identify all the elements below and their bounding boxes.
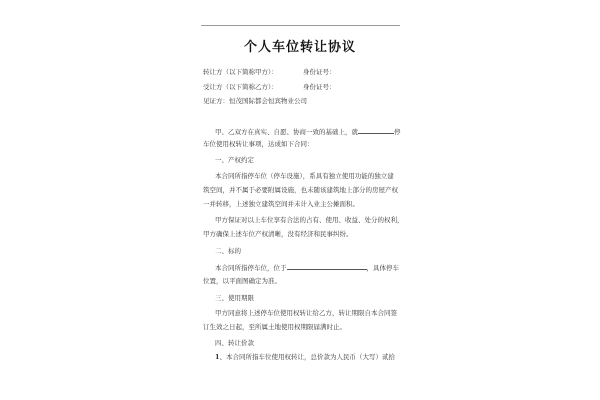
paragraph-line: 订生效之日起，至所属土地使用权期限届满时止。	[203, 323, 346, 331]
blank-field	[358, 127, 394, 134]
section-heading-term: 三、使用期限	[215, 294, 254, 302]
section-heading-ownership: 一、产权约定	[215, 156, 254, 164]
transferor-label: 转让方（以下简称甲方）：	[203, 68, 278, 76]
section-heading-subject: 二、标的	[215, 247, 241, 255]
preamble-text-end: 停	[394, 128, 401, 136]
item-text: 、本合同所指车位使用权转让，总价款为人民币（大写）贰拾	[219, 353, 396, 361]
item-number: 1	[215, 353, 220, 361]
witness-label: 见证方：恒茂国际都会恒宾物业公司	[203, 97, 307, 105]
transferee-label: 受让方（以下简称乙方）：	[203, 83, 278, 91]
price-item-1	[215, 353, 395, 361]
paragraph-line: 甲方同意将上述停车位使用权转让给乙方，转让期限自本合同签	[215, 309, 397, 317]
paragraph-line: 甲方确保上述车位产权清晰，没有经济和民事纠纷。	[203, 230, 353, 238]
transferor-id-label: 身份证号：	[303, 68, 336, 76]
document-title: 个人车位转让协议	[243, 40, 356, 55]
paragraph-line: 甲方保证对以上车位享有合法的占有、使用、收益、处分的权利，	[215, 216, 404, 224]
subject-text: 本合同所指停车位，位于	[215, 264, 287, 272]
subject-text-end: ，具体停车	[366, 264, 399, 272]
paragraph-line: 本合同所指停车位（停车设施），系具有独立使用功能的独立建	[215, 172, 394, 180]
preamble-text: 甲、乙双方在真实、自愿、协商一致的基础上，就	[215, 128, 358, 136]
paragraph-line: 一并转移，上述独立建筑空间并未计入业主公摊面积。	[203, 200, 359, 208]
header-divider	[201, 25, 400, 26]
paragraph-line: 位置，以平面图确定为准。	[203, 277, 281, 285]
subject-line-1	[215, 263, 399, 272]
section-heading-price: 四、转让价款	[215, 339, 254, 347]
preamble-line-2: 车位使用权转让事项，达成如下合同：	[203, 140, 314, 148]
paragraph-line: 筑空间，并不属于必要附属设施，也未随该建筑地上部分的房屋产权	[203, 186, 398, 194]
preamble-line-1	[215, 127, 401, 136]
transferee-id-label: 身份证号：	[303, 83, 336, 91]
location-blank-field	[287, 263, 367, 270]
